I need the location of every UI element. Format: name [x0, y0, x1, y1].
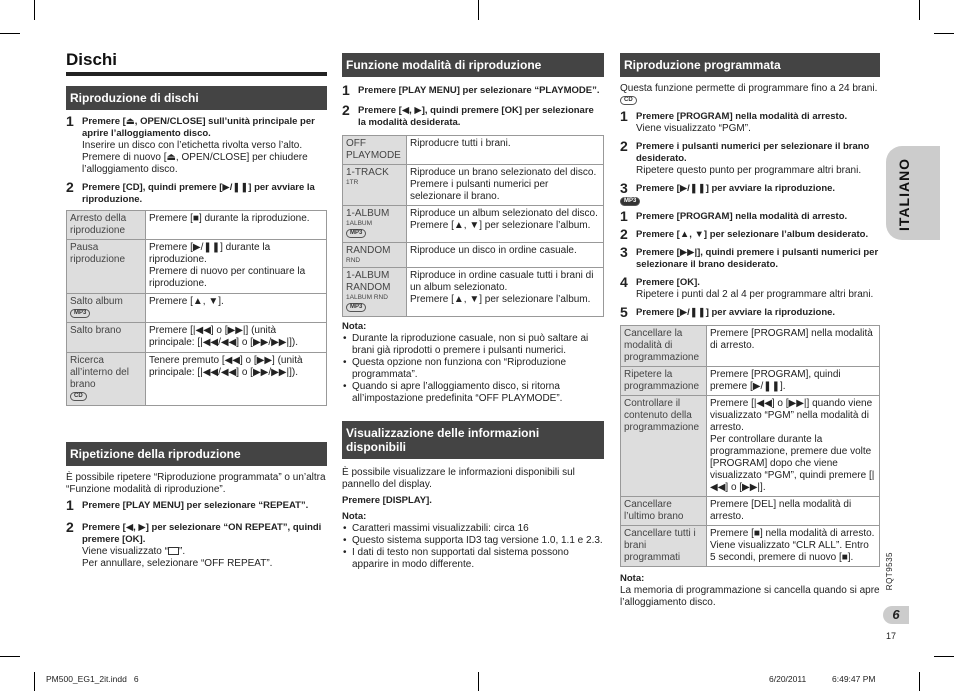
- table-key: OFF PLAYMODE: [343, 136, 407, 165]
- table-row: [621, 497, 880, 526]
- step-number: 3: [620, 244, 628, 261]
- table-row: [621, 396, 880, 497]
- document-code: RQT9535: [885, 552, 894, 591]
- crop-mark: [0, 33, 20, 34]
- mp3-badge: MP3: [620, 197, 640, 206]
- table-value: Tenere premuto [◀◀] o [▶▶] (unità principale: [|◀◀/◀◀] o [▶▶/▶▶|]).: [146, 353, 327, 406]
- table-value: Riproduce un disco in ordine casuale.: [407, 243, 604, 268]
- table-value: Premere [■] nella modalità di arresto. Viene visualizzato “CLR ALL”. Entro 5 secondi, premere di nuovo [■].: [707, 526, 880, 567]
- note-heading: Nota:: [620, 573, 645, 585]
- table-key: Cancellare l’ultimo brano: [621, 497, 707, 526]
- playback-table: [66, 210, 327, 406]
- step-1: [66, 497, 327, 513]
- table-key: Pausa riproduzione: [67, 240, 146, 294]
- step-number: 5: [620, 304, 628, 321]
- step-3: [620, 180, 880, 196]
- info-instruction: Premere [DISPLAY].: [342, 495, 432, 506]
- step-2: [620, 226, 880, 243]
- table-key: Cancellare tutti i brani programmati: [621, 526, 707, 567]
- language-tab: [886, 146, 940, 240]
- step-number: 2: [620, 226, 628, 243]
- table-key-label: 1-TRACK: [346, 167, 389, 178]
- program-table: [620, 325, 880, 567]
- table-key: Controllare il contenuto della programmazione: [621, 396, 707, 497]
- table-value: Riproducre tutti i brani.: [407, 136, 604, 165]
- step-number: 1: [620, 108, 628, 124]
- section-header-display-info: Visualizzazione delle informazioni disponibili: [342, 421, 604, 459]
- table-row: [343, 243, 604, 268]
- mp3-badge: MP3: [70, 309, 90, 318]
- step-instruction: Premere [◀, ▶] per selezionare “ON REPEAT”, quindi premere [OK].: [82, 522, 322, 545]
- list-item: • Questo sistema supporta ID3 tag versione 1.0, 1.1 e 2.3.: [342, 535, 604, 547]
- step-2: [66, 519, 327, 570]
- table-value: Premere [|◀◀] o [▶▶|] (unità principale: [|◀◀/◀◀] o [▶▶/▶▶|]).: [146, 323, 327, 353]
- step-1: [342, 82, 604, 98]
- step-2: [66, 179, 327, 206]
- crop-mark: [478, 0, 479, 20]
- program-intro: Questa funzione permette di programmare fino a 24 brani.: [620, 83, 878, 94]
- table-row: [621, 326, 880, 367]
- step-instruction: Premere [▶▶|], quindi premere i pulsanti numerici per selezionare il brano desiderato.: [636, 247, 879, 271]
- step-detail-text: Viene visualizzato “: [82, 546, 168, 557]
- table-value: Premere [▲, ▼].: [146, 294, 327, 323]
- footer-date: 6/20/2011: [769, 674, 807, 684]
- table-row: [343, 206, 604, 243]
- table-row: [67, 353, 327, 406]
- step-number: 1: [620, 208, 628, 225]
- table-value: Riproduce un brano selezionato del disco. Premere i pulsanti numerici per selezionare il brano.: [407, 165, 604, 206]
- step-number: 2: [342, 102, 350, 118]
- section-header-disc-playback: Riproduzione di dischi: [66, 86, 327, 110]
- crop-mark: [934, 33, 954, 34]
- cd-badge: CD: [70, 392, 87, 401]
- column-right: [620, 53, 880, 609]
- table-value: Riproduce in ordine casuale tutti i brani di un album selezionato. Premere [▲, ▼] per selezionare l’album.: [407, 268, 604, 317]
- list-item: • Durante la riproduzione casuale, non si può saltare ai brani già riprodotti o premere i pulsanti numerici.: [342, 333, 604, 357]
- step-detail: [82, 546, 327, 558]
- table-key-label: RANDOM: [346, 245, 391, 256]
- step-detail-text: ”.: [178, 546, 186, 557]
- table-key: [343, 206, 407, 243]
- table-key: Ripetere la programmazione: [621, 367, 707, 396]
- crop-mark: [919, 672, 920, 691]
- table-key-label: 1-ALBUM: [346, 208, 390, 219]
- display-indicator: RND: [346, 257, 361, 264]
- table-row: [621, 367, 880, 396]
- display-indicator: 1ALBUM RND: [346, 294, 388, 301]
- step-number: 1: [66, 497, 74, 513]
- list-item: • I dati di testo non supportati dal sistema possono apparire in modo differente.: [342, 547, 604, 571]
- step-detail: Ripetere questo punto per programmare altri brani.: [636, 165, 862, 176]
- cd-badge: CD: [620, 96, 637, 105]
- table-key-label: Salto album: [70, 296, 123, 307]
- step-detail: Viene visualizzato “PGM”.: [636, 123, 751, 134]
- info-intro: È possibile visualizzare le informazioni disponibili sul pannello del display.: [342, 467, 575, 490]
- table-key: [67, 294, 146, 323]
- section-header-playmode: Funzione modalità di riproduzione: [342, 53, 604, 77]
- table-key-label: Ricerca all’interno del brano: [70, 355, 129, 390]
- display-indicator: 1TR: [346, 179, 359, 186]
- list-item: • Quando si apre l’alloggiamento disco, si ritorna all’impostazione predefinita “OFF PLAYMODE”.: [342, 381, 604, 405]
- page-title: Dischi: [66, 50, 327, 76]
- column-middle: [342, 53, 604, 571]
- step-detail: Premere di nuovo [⏏, OPEN/CLOSE] per chiudere l’alloggiamento disco.: [82, 152, 308, 175]
- list-item: • Caratteri massimi visualizzabili: circa 16: [342, 523, 604, 535]
- step-instruction: Premere [PLAY MENU] per selezionare “REPEAT”.: [82, 500, 309, 511]
- step-instruction: Premere [PROGRAM] nella modalità di arresto.: [636, 211, 848, 223]
- program-note: La memoria di programmazione si cancella quando si apre l’alloggiamento disco.: [620, 585, 880, 609]
- table-value: Premere [■] durante la riproduzione.: [146, 211, 327, 240]
- step-number: 2: [66, 519, 74, 535]
- playmode-table: [342, 135, 604, 317]
- list-item: • Questa opzione non funziona con “Riproduzione programmata”.: [342, 357, 604, 381]
- step-number: 1: [342, 82, 350, 98]
- table-value: Premere [PROGRAM], quindi premere [▶/❚❚].: [707, 367, 880, 396]
- step-4: [620, 274, 880, 301]
- step-number: 1: [66, 113, 74, 129]
- page-number: 6: [883, 606, 909, 624]
- table-row: [67, 211, 327, 240]
- step-instruction: Premere [⏏, OPEN/CLOSE] sull’unità principale per aprire l’alloggiamento disco.: [82, 116, 315, 139]
- step-number: 2: [620, 138, 628, 154]
- crop-mark: [34, 672, 35, 691]
- step-instruction: Premere [◀, ▶], quindi premere [OK] per selezionare la modalità desiderata.: [358, 105, 594, 128]
- repeat-icon: [168, 547, 179, 555]
- step-5: [620, 304, 880, 321]
- step-1: [66, 113, 327, 176]
- step-instruction: Premere [OK].: [636, 277, 700, 289]
- step-detail: Per annullare, selezionare “OFF REPEAT”.: [82, 558, 273, 569]
- table-key: [343, 165, 407, 206]
- step-instruction: Premere [PLAY MENU] per selezionare “PLAYMODE”.: [358, 85, 600, 96]
- step-1: [620, 108, 880, 135]
- step-detail: Ripetere i punti dal 2 al 4 per programmare altri brani.: [636, 289, 874, 301]
- display-indicator: 1ALBUM: [346, 220, 373, 227]
- step-2: [620, 138, 880, 177]
- table-value: Premere [DEL] nella modalità di arresto.: [707, 497, 880, 526]
- footer-filename: PM500_EG1_2it.indd 6: [46, 674, 139, 684]
- playmode-notes: [342, 333, 604, 405]
- step-number: 3: [620, 180, 628, 196]
- table-row: [343, 165, 604, 206]
- section-header-repeat: Ripetizione della riproduzione: [66, 442, 327, 466]
- crop-mark: [478, 672, 479, 691]
- step-instruction: Premere i pulsanti numerici per selezionare il brano desiderato.: [636, 141, 870, 164]
- table-value: Premere [PROGRAM] nella modalità di arresto.: [707, 326, 880, 367]
- info-notes: [342, 523, 604, 571]
- table-key: [343, 243, 407, 268]
- step-instruction: Premere [▶/❚❚] per avviare la riproduzione.: [636, 183, 836, 194]
- repeat-intro: È possibile ripetere “Riproduzione programmata” o un’altra “Funzione modalità di riproduzione”.: [66, 472, 326, 495]
- step-1: [620, 208, 880, 225]
- column-left: [66, 50, 327, 570]
- table-key: Salto brano: [67, 323, 146, 353]
- step-3: [620, 244, 880, 271]
- table-value: Premere [|◀◀] o [▶▶|] quando viene visualizzato “PGM” nella modalità di arresto. Per controllare durante la programmazione, premere due volte [PROGRAM] dopo che viene visualizzato “PGM”, quindi premere [|◀◀] o [▶▶|].: [707, 396, 880, 497]
- crop-mark: [34, 0, 35, 20]
- table-row: [67, 294, 327, 323]
- table-key: Arresto della riproduzione: [67, 211, 146, 240]
- step-instruction: Premere [PROGRAM] nella modalità di arresto.: [636, 111, 848, 122]
- step-instruction: Premere [CD], quindi premere [▶/❚❚] per avviare la riproduzione.: [82, 182, 315, 205]
- table-row: [67, 323, 327, 353]
- section-header-program: Riproduzione programmata: [620, 53, 880, 77]
- sheet-number: 17: [886, 631, 897, 641]
- table-row: [67, 240, 327, 294]
- mp3-badge: MP3: [346, 229, 366, 238]
- crop-mark: [919, 0, 920, 20]
- table-key: [343, 268, 407, 317]
- step-instruction: Premere [▲, ▼] per selezionare l’album desiderato.: [636, 229, 869, 241]
- table-value: Premere [▶/❚❚] durante la riproduzione. Premere di nuovo per continuare la riproduzione.: [146, 240, 327, 294]
- table-key: Cancellare la modalità di programmazione: [621, 326, 707, 367]
- table-row: [343, 268, 604, 317]
- table-key: [67, 353, 146, 406]
- table-row: [621, 526, 880, 567]
- footer-time: 6:49:47 PM: [832, 674, 876, 684]
- note-heading: Nota:: [342, 321, 367, 332]
- step-2: [342, 102, 604, 129]
- step-number: 4: [620, 274, 628, 291]
- note-heading: Nota:: [342, 511, 367, 522]
- table-row: [343, 136, 604, 165]
- crop-mark: [934, 656, 954, 657]
- crop-mark: [0, 656, 20, 657]
- step-instruction: Premere [▶/❚❚] per avviare la riproduzione.: [636, 307, 836, 319]
- step-detail: Inserire un disco con l’etichetta rivolta verso l’alto.: [82, 140, 303, 151]
- language-label: ITALIANO: [896, 157, 912, 231]
- step-number: 2: [66, 179, 74, 195]
- table-value: Riproduce un album selezionato del disco. Premere [▲, ▼] per selezionare l’album.: [407, 206, 604, 243]
- mp3-badge: MP3: [346, 303, 366, 312]
- table-key-label: 1-ALBUM RANDOM: [346, 270, 391, 293]
